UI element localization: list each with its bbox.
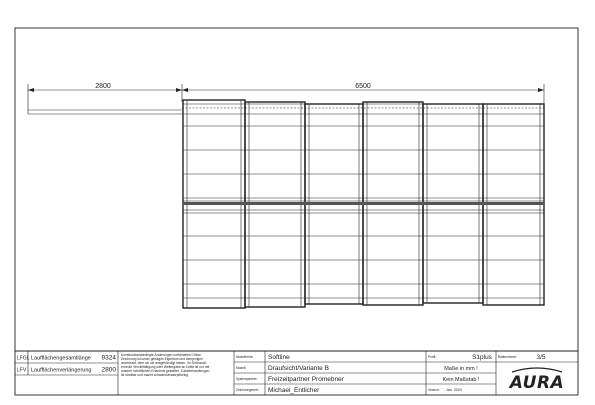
dimension-right-label: 6500	[355, 83, 371, 90]
rail-extension	[28, 110, 182, 114]
units-note: Maße in mm !	[444, 366, 478, 372]
lfgl-code: LFGL	[17, 355, 30, 362]
drawn-by-value: Michael_Entlicher	[268, 387, 320, 394]
scale-note: Kein Maßstab !	[442, 377, 480, 383]
lfgl-value: 9324	[101, 354, 116, 362]
model-label: Modell:	[236, 366, 247, 370]
profile-value: S1plus	[472, 354, 492, 361]
aura-logo-text: AURA	[509, 373, 565, 393]
center-beam	[183, 202, 544, 205]
model-series-label: Modellreihe:	[236, 355, 254, 359]
legal-notice-line: erneute Vervielfältigung oder Weitergabe an Dritte ist nur mit	[121, 365, 210, 369]
legal-notice-line: Zeichnung ist unser geistiges Eigentum und demjenigen	[121, 357, 203, 361]
version-label: Version:	[428, 388, 440, 392]
legal-notice-line: unserer schriftlichen Erlaubnis gestattet. Zuwiderhandlungen	[121, 369, 210, 373]
lfv-code: LFV	[17, 367, 27, 374]
legal-notice	[121, 353, 210, 377]
sheet-value: 3/5	[536, 354, 546, 361]
model-series-value: Softline	[268, 354, 290, 361]
lfv-value: 2800	[101, 366, 116, 374]
sheet-label: Blattnummer:	[498, 355, 517, 359]
legal-notice-line: Konstruktionsbedingte Änderungen vorbehalten! Diese	[121, 353, 201, 357]
lfgl-label: Laufflächengesamtlänge	[31, 355, 91, 362]
dimension-left-label: 2800	[95, 83, 111, 90]
system-partner-value: Freizeitpartner Promebner	[268, 376, 344, 383]
lfv-label: Laufflächenverlängerung	[31, 367, 92, 374]
system-partner-label: Systempartner:	[236, 377, 258, 381]
version-value: Jan. 2024	[446, 388, 462, 392]
legal-notice-line: ist strafbar und macht schadensersatzpflichtig.	[121, 373, 189, 377]
model-value: Draufsicht/Variante B	[268, 365, 329, 372]
aura-logo	[508, 368, 564, 393]
drawn-by-label: Zeichnungsverf.:	[236, 388, 260, 392]
dimension-left	[28, 83, 182, 110]
legal-notice-line: anvertraut, dem wir sie ausgehändigt haben. Ihr Gebrauch,	[121, 361, 208, 365]
profile-label: Profil:	[428, 355, 437, 359]
